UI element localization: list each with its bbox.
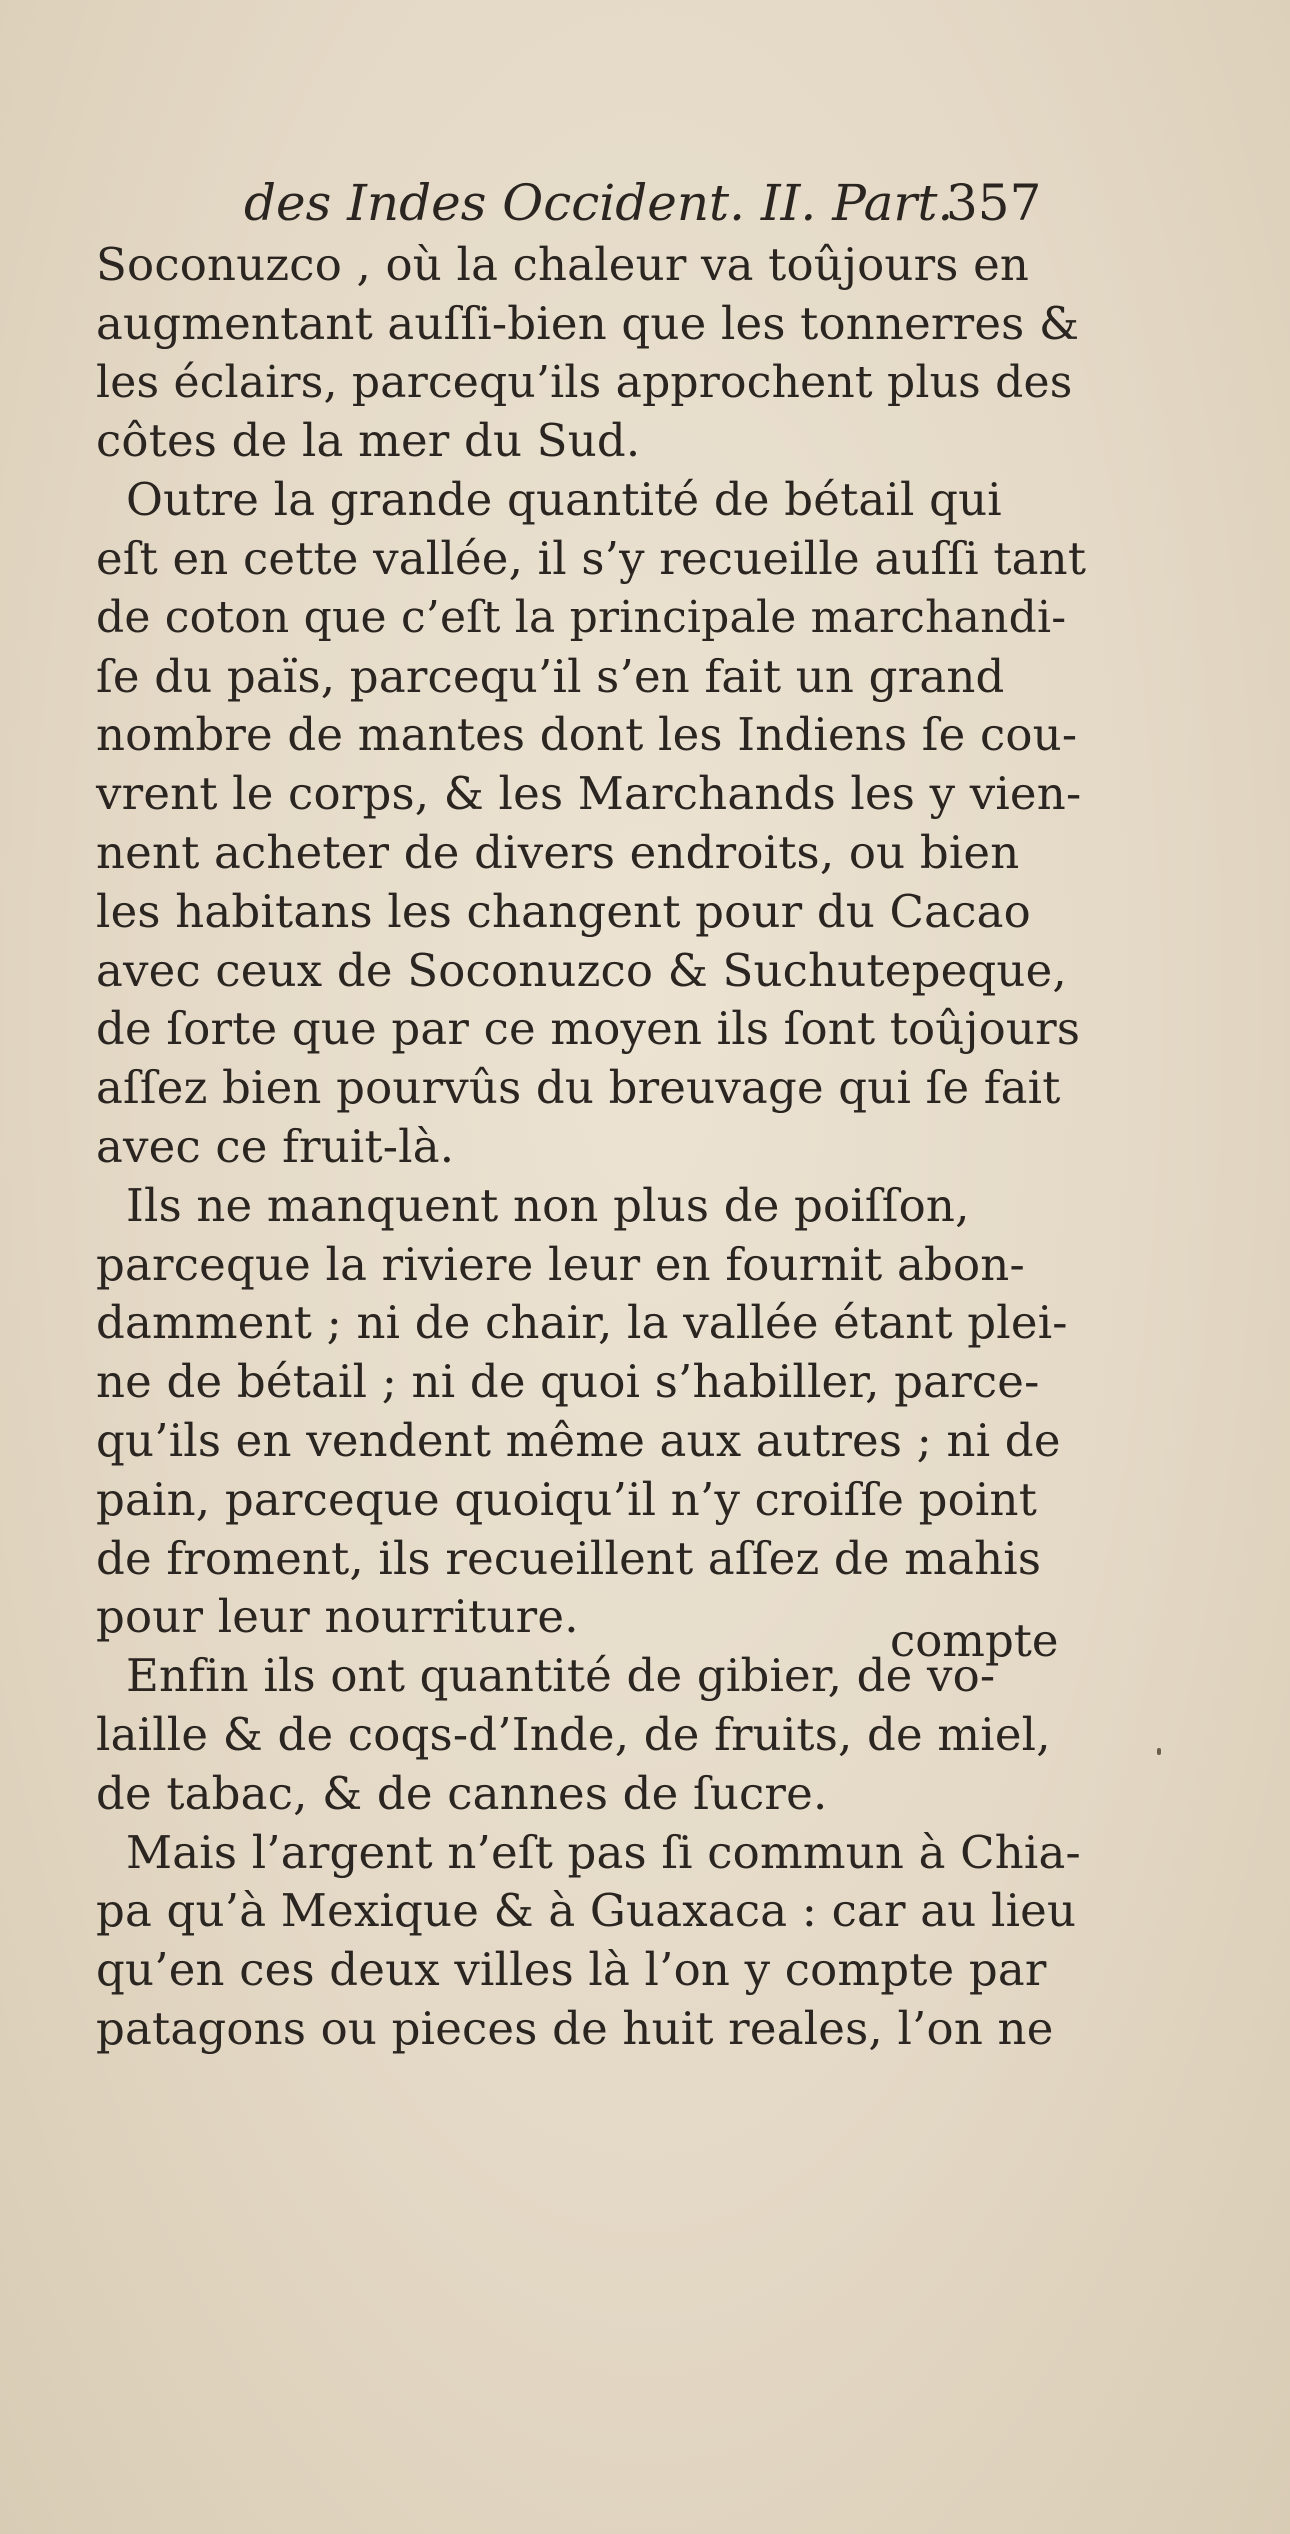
- text-line: augmentant auſſi-bien que les tonnerres &: [96, 296, 1080, 350]
- text-line: nombre de mantes dont les Indiens ſe cou-: [96, 708, 1078, 762]
- text-line: les éclairs, parcequ’ils approchent plus des: [96, 356, 1073, 408]
- catchword: compte: [890, 1614, 1059, 1667]
- text-line: de ſorte que par ce moyen ils ſont toûjours: [96, 1002, 1081, 1056]
- text-line: avec ce fruit-là.: [96, 1119, 455, 1173]
- text-line: qu’en ces deux villes là l’on y compte par: [96, 1943, 1047, 1997]
- text-line: pain, parceque quoiqu’il n’y croiſſe point: [96, 1472, 1037, 1526]
- text-line: de froment, ils recueillent aſſez de mahis: [96, 1531, 1042, 1585]
- running-title: des Indes Occident. II. Part.: [244, 174, 954, 232]
- text-line: ſe du païs, parcequ’il s’en fait un grand: [96, 649, 1005, 703]
- text-line: eſt en cette vallée, il s’y recueille auſſi tant: [96, 531, 1087, 585]
- text-line: aſſez bien pourvûs du breuvage qui ſe fait: [96, 1061, 1061, 1115]
- text-line: les habitans les changent pour du Cacao: [96, 884, 1031, 938]
- paper-speck: [1157, 1748, 1161, 1755]
- text-line: nent acheter de divers endroits, ou bien: [96, 825, 1020, 879]
- page-number: 357: [946, 174, 1042, 232]
- paragraph-start-line: Mais l’argent n’eſt pas ſi commun à Chia-: [126, 1825, 1081, 1879]
- text-line: qu’ils en vendent même aux autres ; ni de: [96, 1413, 1061, 1467]
- text-line: pa qu’à Mexique & à Guaxaca : car au lieu: [96, 1884, 1077, 1938]
- text-line: damment ; ni de chair, la vallée étant plei-: [96, 1296, 1068, 1350]
- paragraph-start-line: Outre la grande quantité de bétail qui: [126, 473, 1002, 527]
- text-line: laille & de coqs-d’Inde, de fruits, de miel,: [96, 1707, 1051, 1761]
- text-line: de coton que c’eſt la principale marchandi-: [96, 591, 1067, 643]
- text-line: Soconuzco , où la chaleur va toûjours en: [96, 238, 1030, 291]
- text-line: ne de bétail ; ni de quoi s’habiller, parce-: [96, 1355, 1040, 1409]
- text-line: avec ceux de Soconuzco & Suchutepeque,: [96, 943, 1067, 997]
- text-line: patagons ou pieces de huit reales, l’on ne: [96, 2001, 1054, 2055]
- page-header: [96, 168, 1086, 238]
- paragraph-start-line: Ils ne manquent non plus de poiſſon,: [126, 1178, 970, 1232]
- text-line: de tabac, & de cannes de ſucre.: [96, 1766, 828, 1820]
- text-line: vrent le corps, & les Marchands les y vien-: [96, 767, 1082, 821]
- text-line: parceque la riviere leur en fournit abon-: [96, 1237, 1025, 1291]
- paragraph-start-line: Enfin ils ont quantité de gibier, de vo-: [126, 1649, 996, 1703]
- text-line: pour leur nourriture.: [96, 1590, 579, 1644]
- body-text: [96, 236, 1086, 2059]
- text-line: côtes de la mer du Sud.: [96, 414, 641, 468]
